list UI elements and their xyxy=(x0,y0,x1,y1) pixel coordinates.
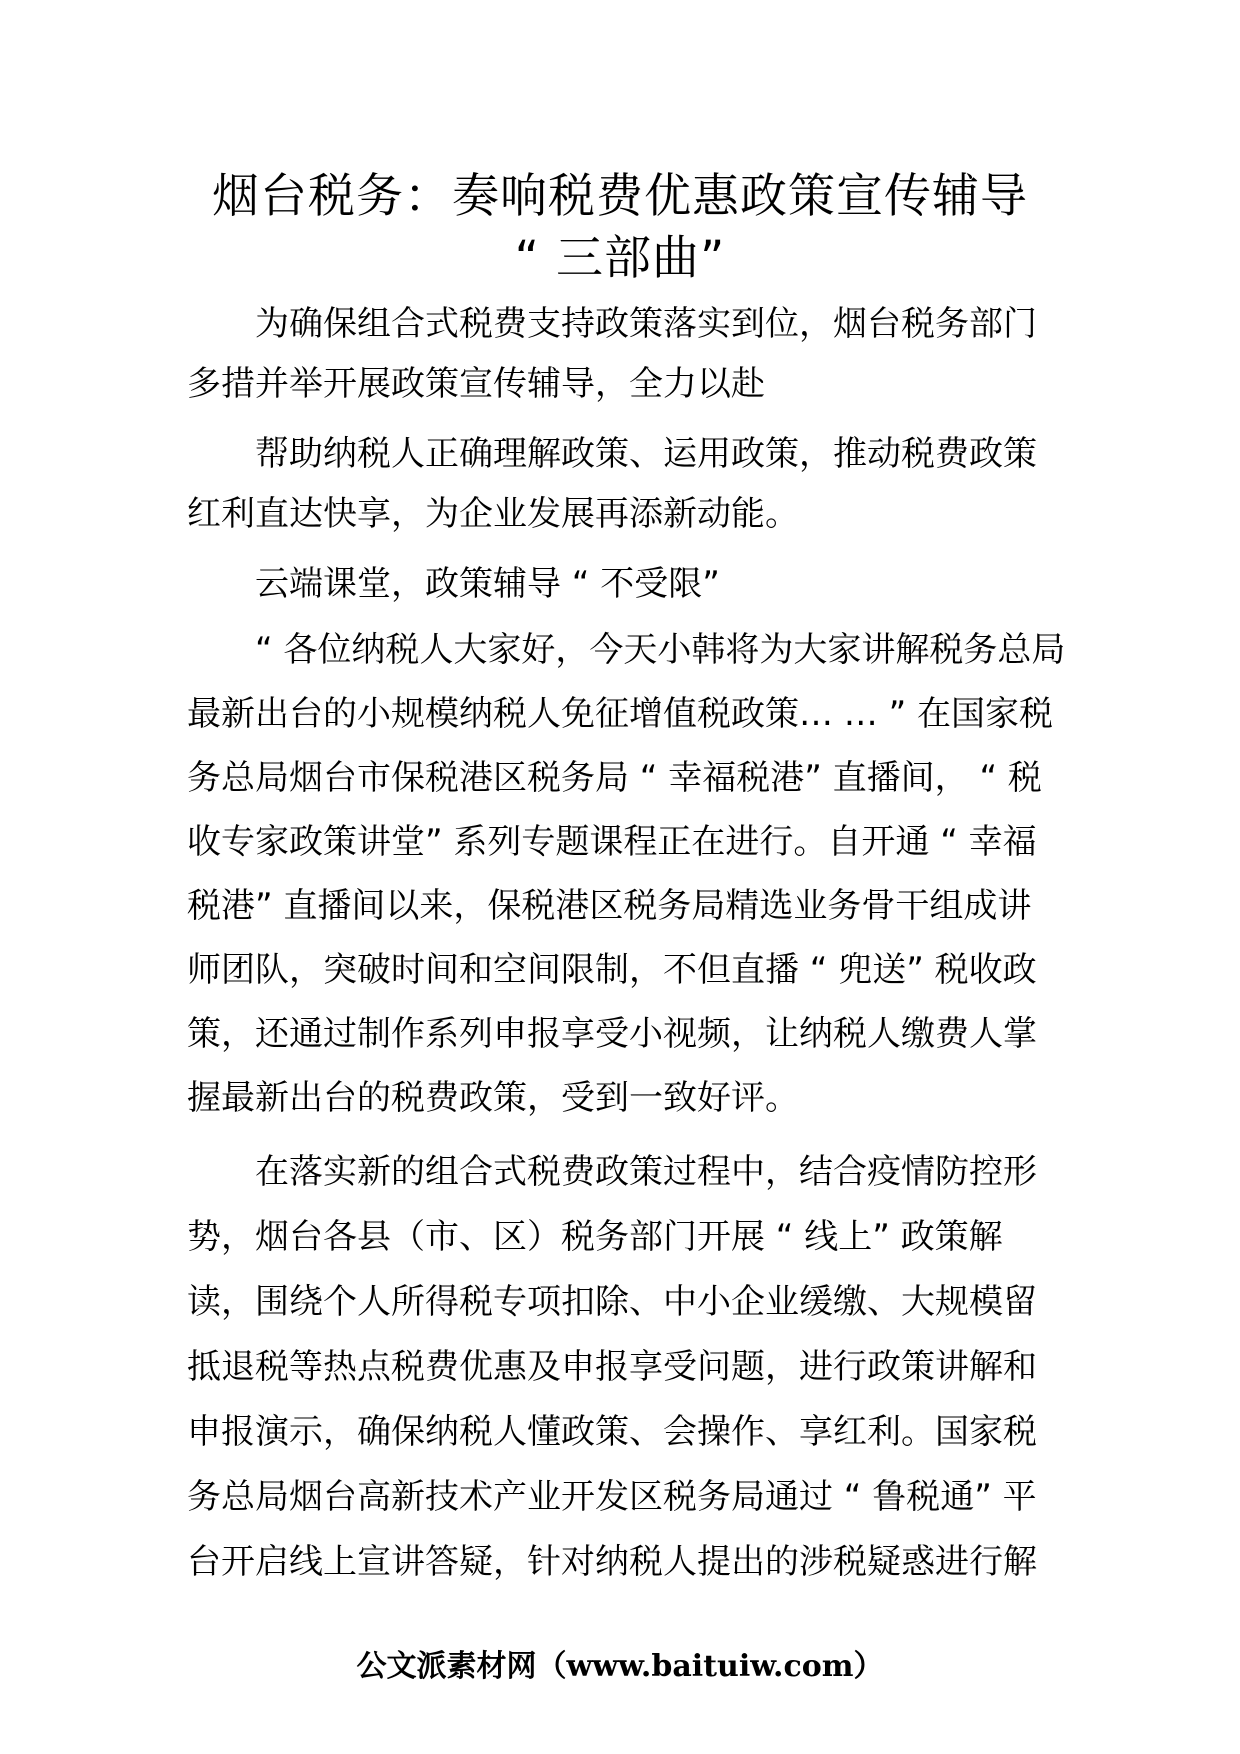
body-line: “ 各位纳税人大家好，今天小韩将为大家讲解税务总局 xyxy=(187,630,1066,670)
body-line: 最新出台的小规模纳税人免征增值税政策… … ” 在国家税 xyxy=(187,694,1054,734)
document-title-line-2: “ 三部曲” xyxy=(514,231,726,286)
body-line: 帮助纳税人正确理解政策、运用政策，推动税费政策 xyxy=(187,434,1037,474)
body-line: 务总局烟台市保税港区税务局 “ 幸福税港” 直播间， “ 税 xyxy=(187,758,1042,798)
body-line: 握最新出台的税费政策，受到一致好评。 xyxy=(187,1078,799,1118)
body-line: 师团队，突破时间和空间限制，不但直播 “ 兜送” 税收政 xyxy=(187,950,1037,990)
body-line: 税港” 直播间以来，保税港区税务局精选业务骨干组成讲 xyxy=(187,886,1032,926)
document-title-line-1: 烟台税务：奏响税费优惠政策宣传辅导 xyxy=(212,169,1028,224)
body-line: 收专家政策讲堂” 系列专题课程正在进行。自开通 “ 幸福 xyxy=(187,822,1037,862)
body-line: 抵退税等热点税费优惠及申报享受问题，进行政策讲解和 xyxy=(187,1347,1037,1387)
body-line: 多措并举开展政策宣传辅导，全力以赴 xyxy=(187,364,765,404)
body-line: 势，烟台各县（市、区）税务部门开展 “ 线上” 政策解 xyxy=(187,1217,1003,1257)
body-line: 红利直达快享，为企业发展再添新动能。 xyxy=(187,494,799,534)
source-footer: 公文派素材网（www.baituiw.com） xyxy=(356,1649,884,1684)
body-line: 申报演示，确保纳税人懂政策、会操作、享红利。国家税 xyxy=(187,1412,1037,1452)
body-line: 为确保组合式税费支持政策落实到位，烟台税务部门 xyxy=(187,304,1037,344)
body-line: 在落实新的组合式税费政策过程中，结合疫情防控形 xyxy=(187,1152,1037,1192)
body-line: 台开启线上宣讲答疑，针对纳税人提出的涉税疑惑进行解 xyxy=(187,1542,1037,1582)
body-line: 策，还通过制作系列申报享受小视频，让纳税人缴费人掌 xyxy=(187,1014,1037,1054)
body-line: 读，围绕个人所得税专项扣除、中小企业缓缴、大规模留 xyxy=(187,1282,1037,1322)
body-line: 云端课堂，政策辅导 “ 不受限” xyxy=(187,564,720,604)
body-line: 务总局烟台高新技术产业开发区税务局通过 “ 鲁税通” 平 xyxy=(187,1477,1037,1517)
